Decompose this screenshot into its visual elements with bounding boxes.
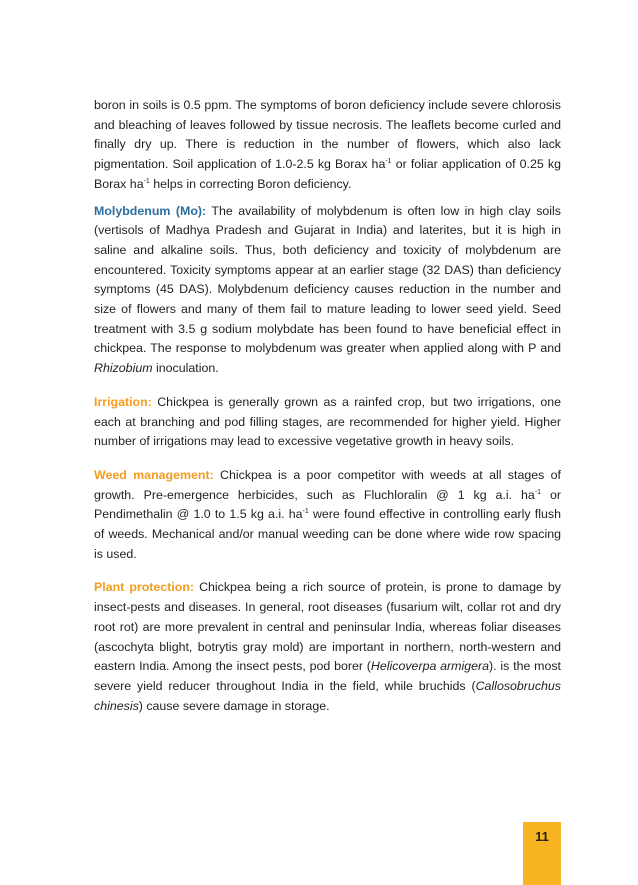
boron-paragraph bbox=[94, 96, 561, 195]
molybdenum-italic-rhizobium: Rhizobium bbox=[94, 361, 153, 376]
protection-text-2: ). is the most severe yield reducer throughout India in the field, while bruchids ( bbox=[94, 659, 561, 693]
page-number-tab bbox=[523, 822, 561, 885]
protection-text-1: Chickpea being a rich source of protein, is prone to damage by insect-pests and diseases. In general, root diseases (fusarium wilt, collar rot and dry root rot) are more prevalent in central and peninsular India, whereas foliar diseases (ascochyta blight, botrytis gray mold) are important in northern, north-western and eastern India. Among the insect pests, pod borer ( bbox=[94, 580, 561, 674]
boron-sup-1: -1 bbox=[385, 158, 392, 166]
boron-text-2: or foliar application of 0.25 kg Borax ha bbox=[94, 157, 561, 191]
molybdenum-heading: Molybdenum (Mo): bbox=[94, 203, 207, 218]
weed-text-1: Chickpea is a poor competitor with weeds at all stages of growth. Pre-emergence herbicides, such as Fluchloralin @ 1 kg a.i. ha bbox=[94, 467, 561, 502]
weed-management-paragraph bbox=[94, 466, 561, 565]
boron-sup-2: -1 bbox=[143, 177, 150, 185]
plant-protection-heading: Plant protection: bbox=[94, 580, 195, 595]
molybdenum-text-2: inoculation. bbox=[152, 361, 219, 376]
molybdenum-text-1: The availability of molybdenum is often low in high clay soils (vertisols of Madhya Pradesh and Gujarat in India) and laterites, but it is high in saline and alkaline soils. Thus, both deficiency and toxicity of molybdenum are encountered. Toxicity symptoms appear at an earlier stage (32 DAS) than deficiency symptoms (45 DAS). Molybdenum deficiency causes reduction in the number and size of flowers and many of them fail to mature leading to lower seed yield. Seed treatment with 3.5 g sodium molybdate has been found to have beneficial effect in chickpea. The response to molybdenum was greater when applied along with P and bbox=[94, 203, 561, 356]
protection-text-3: ) cause severe damage in storage. bbox=[138, 698, 330, 713]
weed-sup-2: -1 bbox=[302, 508, 309, 516]
irrigation-heading: Irrigation: bbox=[94, 394, 152, 409]
boron-text-1: boron in soils is 0.5 ppm. The symptoms of boron deficiency include severe chlorosis and bleaching of leaves followed by tissue necrosis. The leaflets become curled and finally dry up. There is reduction in the number of flowers, which also lack pigmentation. Soil application of 1.0-2.5 kg Borax ha bbox=[94, 98, 561, 172]
protection-italic-helicoverpa: Helicoverpa armigera bbox=[370, 659, 490, 674]
page-body bbox=[94, 96, 561, 716]
plant-protection-paragraph bbox=[94, 578, 561, 716]
weed-sup-1: -1 bbox=[534, 488, 542, 496]
irrigation-paragraph bbox=[94, 393, 561, 452]
weed-text-3: were found effective in controlling early flush of weeds. Mechanical and/or manual weeding can be done where wide row spacing is used. bbox=[94, 507, 561, 561]
irrigation-text-1: Chickpea is generally grown as a rainfed crop, but two irrigations, one each at branching and pod filling stages, are recommended for higher yield. Higher number of irrigations may lead to excessive vegetative growth in heavy soils. bbox=[94, 394, 561, 449]
weed-text-2: or Pendimethalin @ 1.0 to 1.5 kg a.i. ha bbox=[94, 487, 562, 522]
boron-text-3: helps in correcting Boron deficiency. bbox=[149, 176, 352, 191]
weed-management-heading: Weed management: bbox=[94, 467, 214, 482]
protection-italic-callosobruchus: Callosobruchus chinesis bbox=[94, 678, 561, 713]
page-number: 11 bbox=[535, 829, 549, 844]
molybdenum-paragraph bbox=[94, 202, 561, 379]
